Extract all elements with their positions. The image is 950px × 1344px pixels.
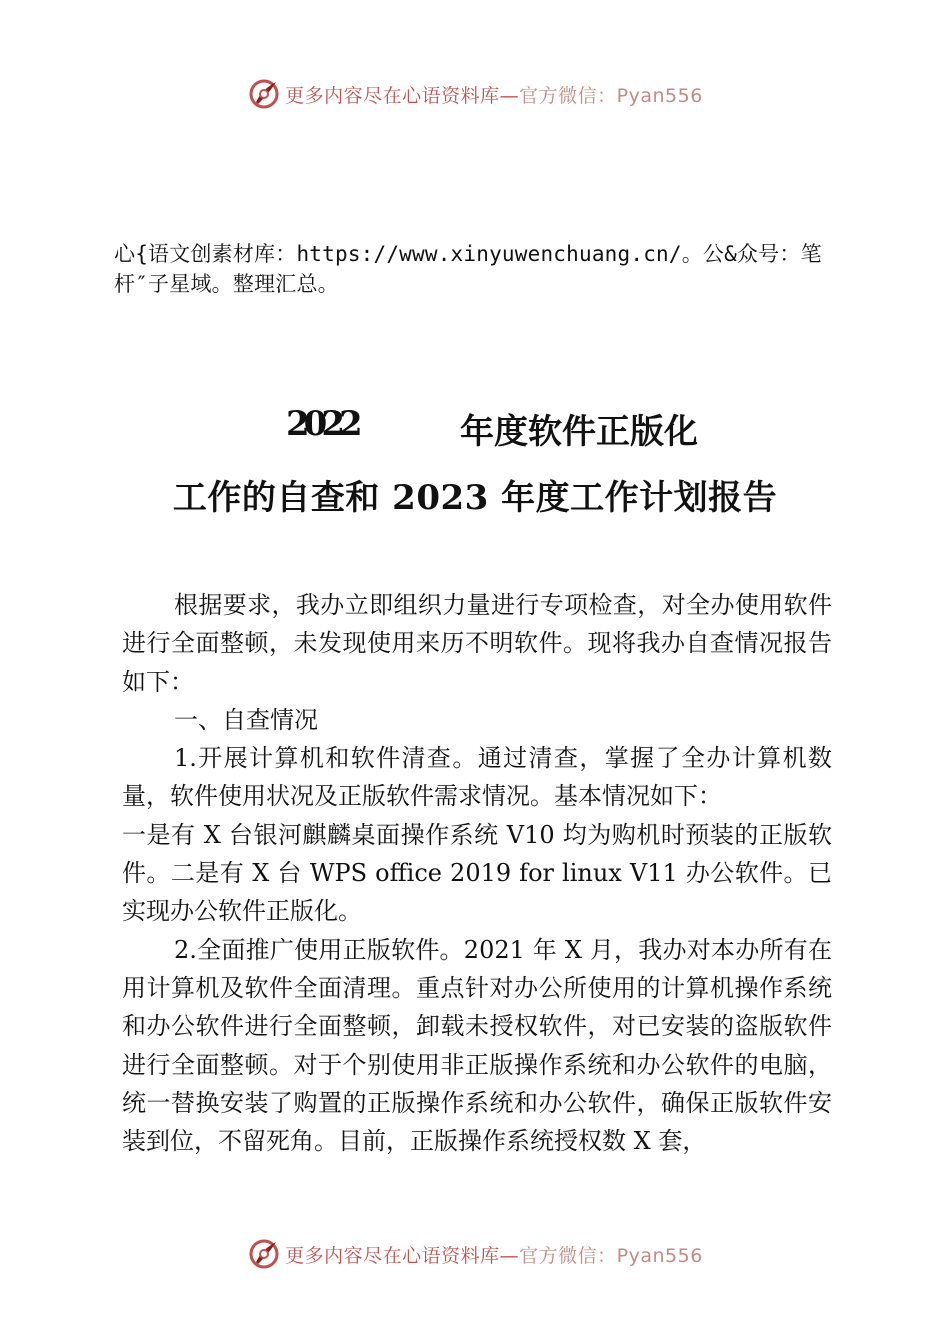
header-banner-separator: —	[499, 84, 520, 107]
footer-banner-text	[285, 1241, 703, 1268]
paragraph: 根据要求，我办立即组织力量进行专项检查，对全办使用软件进行全面整顿，未发现使用来历不明软件。现将我办自查情况报告如下：	[122, 591, 832, 696]
paragraph: 一是有 X 台银河麒麟桌面操作系统 V10 均为购机时预装的正版软件。二是有 X 台 WPS office 2019 for linux V11 办公软件。已实现办公软件正版化。	[122, 820, 832, 926]
paragraph: 2.全面推广使用正版软件。2021 年 X 月，我办对本办所有在用计算机及软件全面清理。重点针对办公所使用的计算机操作系统和办公软件进行全面整顿，卸载未授权软件，对已安装的盗版软件进行全面整顿。对于个别使用非正版操作系统和办公软件的电脑，统一替换安装了购置的正版操作系统和办公软件，确保正版软件安装到位，不留死角。目前，正版操作系统授权数 X 套，	[122, 935, 832, 1156]
header-banner-wechat: 官方微信：Pyan556	[519, 84, 703, 107]
title-year-overlap: 2022	[286, 404, 357, 444]
header-banner-title: 更多内容尽在心语资料库	[285, 84, 500, 107]
paragraph: 1.开展计算机和软件清查。通过清查，掌握了全办计算机数量，软件使用状况及正版软件需求情况。基本情况如下：	[122, 744, 832, 811]
title-line1-text: 年度软件正版化	[460, 412, 698, 452]
document-body	[122, 586, 832, 1160]
footer-banner-title: 更多内容尽在心语资料库	[285, 1244, 500, 1267]
footer-banner-wechat: 官方微信：Pyan556	[519, 1244, 703, 1267]
source-note: 心{语文创素材库：https://www.xinyuwenchuang.cn/。公&众号：笔杆″子星域。整理汇总。	[114, 242, 822, 296]
document-title-line1	[0, 398, 950, 452]
header-banner-text	[285, 81, 703, 108]
site-logo-icon	[247, 77, 281, 111]
footer-banner	[0, 1234, 950, 1274]
footer-banner-separator: —	[499, 1244, 520, 1267]
document-title-line2: 工作的自查和 2023 年度工作计划报告	[172, 478, 778, 518]
section-heading: 一、自查情况	[174, 705, 318, 734]
site-logo-icon	[247, 1237, 281, 1271]
header-banner	[0, 74, 950, 114]
